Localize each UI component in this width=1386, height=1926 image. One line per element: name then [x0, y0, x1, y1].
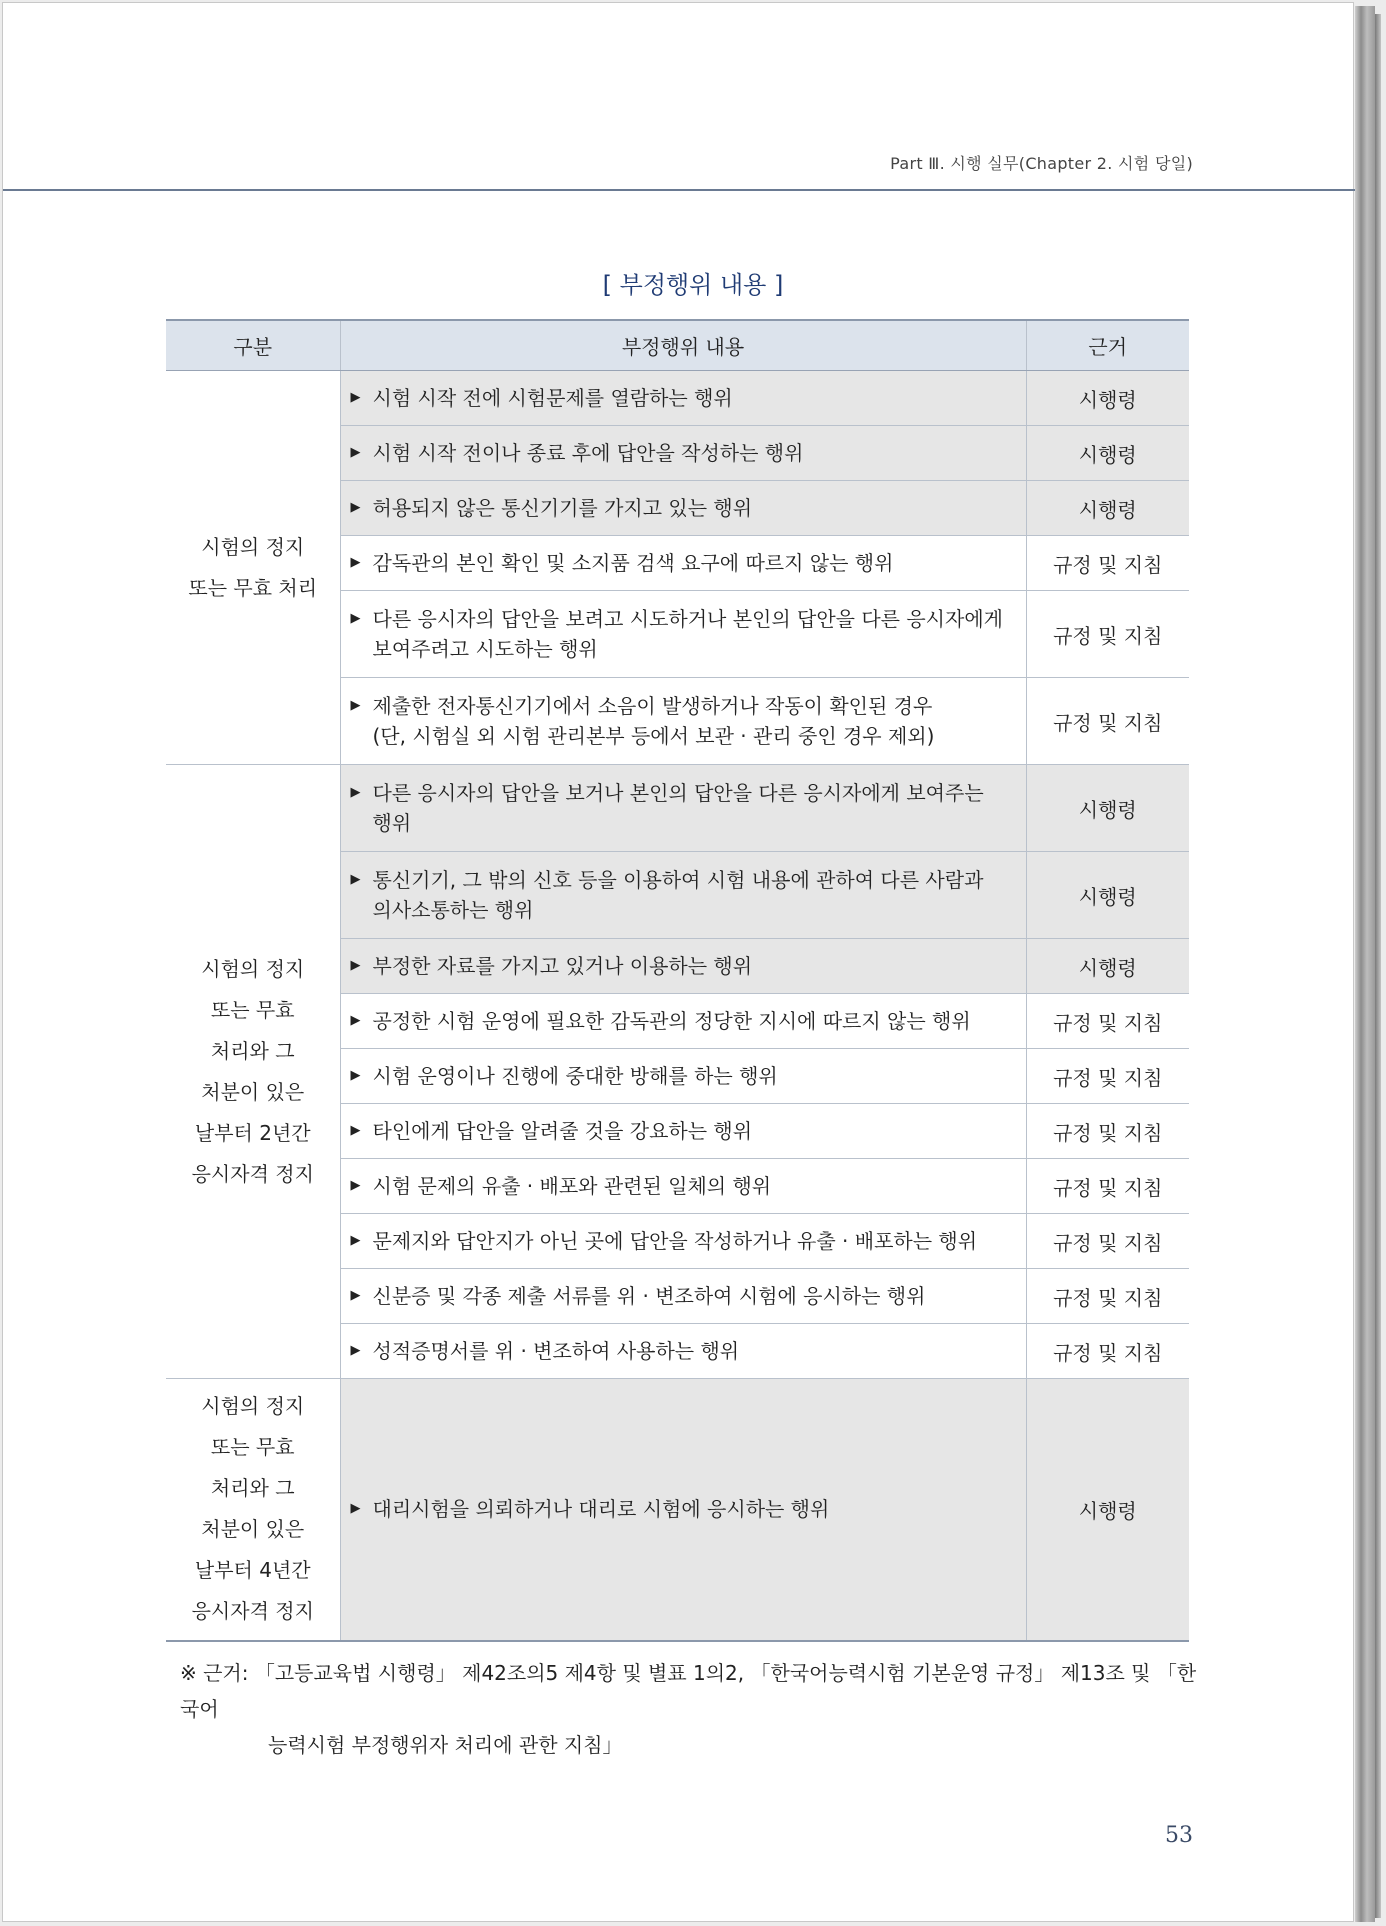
- category-cell: [166, 765, 340, 1379]
- violation-cell: [340, 852, 1026, 939]
- category-line: 시험의 정지: [201, 956, 305, 981]
- basis-cell: 시행령: [1026, 426, 1189, 481]
- bullet-triangle-icon: ▶: [350, 500, 361, 515]
- violation-line: 행위: [372, 811, 412, 835]
- bullet-triangle-icon: ▶: [350, 785, 361, 800]
- bullet-triangle-icon: ▶: [350, 1343, 361, 1358]
- category-cell: [166, 371, 340, 765]
- bullet-triangle-icon: ▶: [350, 1068, 361, 1083]
- category-line: 또는 무효 처리: [188, 575, 318, 600]
- violation-line: 다른 응시자의 답안을 보려고 시도하거나 본인의 답안을 다른 응시자에게: [372, 607, 1003, 631]
- category-line: 응시자격 정지: [191, 1161, 314, 1186]
- violations-table: [166, 319, 1189, 1642]
- header-content: 부정행위 내용: [340, 320, 1026, 371]
- violation-cell: [340, 678, 1026, 765]
- basis-cell: 규정 및 지침: [1026, 1324, 1189, 1379]
- bullet-triangle-icon: ▶: [350, 390, 361, 405]
- table-row: [166, 765, 1189, 852]
- violation-line: 타인에게 답안을 알려줄 것을 강요하는 행위: [372, 1119, 753, 1143]
- bullet-triangle-icon: ▶: [350, 1123, 361, 1138]
- violation-line: (단, 시험실 외 시험 관리본부 등에서 보관 · 관리 중인 경우 제외): [372, 724, 935, 748]
- violation-text: [373, 1006, 1016, 1036]
- violation-cell: [340, 1269, 1026, 1324]
- violation-line: 제출한 전자통신기기에서 소음이 발생하거나 작동이 확인된 경우: [372, 694, 933, 718]
- basis-cell: 시행령: [1026, 852, 1189, 939]
- basis-cell: 규정 및 지침: [1026, 1269, 1189, 1324]
- violation-cell: [340, 1214, 1026, 1269]
- violation-text: [373, 1061, 1016, 1091]
- violation-line: 신분증 및 각종 제출 서류를 위 · 변조하여 시험에 응시하는 행위: [372, 1284, 926, 1308]
- basis-cell: 규정 및 지침: [1026, 994, 1189, 1049]
- table-title: [ 부정행위 내용 ]: [602, 271, 784, 299]
- running-head: Part Ⅲ. 시행 실무(Chapter 2. 시험 당일): [890, 154, 1193, 173]
- violation-cell: [340, 994, 1026, 1049]
- violation-line: 공정한 시험 운영에 필요한 감독관의 정당한 지시에 따르지 않는 행위: [372, 1009, 971, 1033]
- violation-cell: [340, 1324, 1026, 1379]
- violation-text: [373, 548, 1016, 578]
- category-line: 또는 무효: [210, 1435, 295, 1460]
- bullet-triangle-icon: ▶: [350, 1501, 361, 1517]
- bullet-triangle-icon: ▶: [350, 1288, 361, 1303]
- basis-cell: 규정 및 지침: [1026, 536, 1189, 591]
- violation-cell: [340, 536, 1026, 591]
- category-line: 처리와 그: [210, 1038, 295, 1063]
- violation-line: 다른 응시자의 답안을 보거나 본인의 답안을 다른 응시자에게 보여주는: [372, 781, 984, 805]
- violation-text: [373, 383, 1016, 413]
- violation-cell: [340, 591, 1026, 678]
- bullet-triangle-icon: ▶: [350, 1013, 361, 1028]
- violation-text: [373, 1494, 1016, 1524]
- bullet-triangle-icon: ▶: [350, 698, 361, 713]
- category-line: 처분이 있은: [201, 1079, 305, 1104]
- basis-cell: 시행령: [1026, 1379, 1189, 1641]
- violation-cell: [340, 371, 1026, 426]
- violation-line: 부정한 자료를 가지고 있거나 이용하는 행위: [372, 954, 753, 978]
- violation-line: 허용되지 않은 통신기기를 가지고 있는 행위: [372, 496, 753, 520]
- bullet-triangle-icon: ▶: [350, 445, 361, 460]
- violation-cell: [340, 765, 1026, 852]
- category-cell: [166, 1379, 340, 1641]
- violation-text: [373, 604, 1016, 664]
- category-line: 응시자격 정지: [191, 1599, 314, 1624]
- violation-cell: [340, 426, 1026, 481]
- violation-text: [373, 493, 1016, 523]
- violation-line: 시험 운영이나 진행에 중대한 방해를 하는 행위: [372, 1064, 778, 1088]
- basis-cell: 시행령: [1026, 765, 1189, 852]
- category-line: 시험의 정지: [201, 1394, 305, 1419]
- category-line: 또는 무효: [210, 997, 295, 1022]
- basis-cell: 규정 및 지침: [1026, 678, 1189, 765]
- bullet-triangle-icon: ▶: [350, 611, 361, 626]
- category-line: 날부터 4년간: [194, 1558, 311, 1583]
- bullet-triangle-icon: ▶: [350, 1233, 361, 1248]
- violation-line: 시험 시작 전이나 종료 후에 답안을 작성하는 행위: [372, 441, 804, 465]
- violation-cell: [340, 481, 1026, 536]
- footnote-line-1: ※ 근거: 「고등교육법 시행령」 제42조의5 제4항 및 별표 1의2, 「한국어능력시험 기본운영 규정」 제13조 및 「한국어: [180, 1661, 1197, 1721]
- basis-cell: 규정 및 지침: [1026, 1214, 1189, 1269]
- basis-cell: 시행령: [1026, 481, 1189, 536]
- violation-cell: [340, 939, 1026, 994]
- violation-text: [373, 1336, 1016, 1366]
- violation-line: 문제지와 답안지가 아닌 곳에 답안을 작성하거나 유출 · 배포하는 행위: [372, 1229, 978, 1253]
- violation-text: [373, 1116, 1016, 1146]
- basis-cell: 규정 및 지침: [1026, 1159, 1189, 1214]
- violation-text: [373, 1226, 1016, 1256]
- header-basis: 근거: [1026, 320, 1189, 371]
- violation-text: [373, 778, 1016, 838]
- footnote: [180, 1655, 1200, 1763]
- violation-cell: [340, 1104, 1026, 1159]
- violation-text: [373, 951, 1016, 981]
- category-line: 시험의 정지: [201, 534, 305, 559]
- bullet-triangle-icon: ▶: [350, 958, 361, 973]
- violation-line: 통신기기, 그 밖의 신호 등을 이용하여 시험 내용에 관하여 다른 사람과: [372, 868, 984, 892]
- violation-text: [373, 1171, 1016, 1201]
- violation-text: [373, 691, 1016, 751]
- violation-cell: [340, 1159, 1026, 1214]
- table-row: [166, 371, 1189, 426]
- basis-cell: 규정 및 지침: [1026, 1104, 1189, 1159]
- violation-line: 시험 문제의 유출 · 배포와 관련된 일체의 행위: [372, 1174, 772, 1198]
- basis-cell: 시행령: [1026, 939, 1189, 994]
- violation-line: 시험 시작 전에 시험문제를 열람하는 행위: [372, 386, 733, 410]
- basis-cell: 시행령: [1026, 371, 1189, 426]
- category-line: 처분이 있은: [201, 1517, 305, 1542]
- page-number: 53: [1165, 1823, 1193, 1848]
- violation-text: [373, 865, 1016, 925]
- violation-text: [373, 1281, 1016, 1311]
- category-line: 날부터 2년간: [194, 1120, 311, 1145]
- violation-line: 대리시험을 의뢰하거나 대리로 시험에 응시하는 행위: [372, 1497, 830, 1522]
- basis-cell: 규정 및 지침: [1026, 591, 1189, 678]
- violation-line: 보여주려고 시도하는 행위: [372, 637, 598, 661]
- bullet-triangle-icon: ▶: [350, 872, 361, 887]
- violation-text: [373, 438, 1016, 468]
- footnote-line-2: 능력시험 부정행위자 처리에 관한 지침」: [268, 1733, 623, 1757]
- violation-line: 성적증명서를 위 · 변조하여 사용하는 행위: [372, 1339, 740, 1363]
- violation-cell: [340, 1379, 1026, 1641]
- violation-cell: [340, 1049, 1026, 1104]
- violation-line: 의사소통하는 행위: [372, 898, 534, 922]
- category-line: 처리와 그: [210, 1476, 295, 1501]
- violation-line: 감독관의 본인 확인 및 소지품 검색 요구에 따르지 않는 행위: [372, 551, 894, 575]
- bullet-triangle-icon: ▶: [350, 1178, 361, 1193]
- bullet-triangle-icon: ▶: [350, 555, 361, 570]
- table-header-row: [166, 320, 1189, 371]
- header-category: 구분: [166, 320, 340, 371]
- table-row: [166, 1379, 1189, 1641]
- basis-cell: 규정 및 지침: [1026, 1049, 1189, 1104]
- header-rule: [3, 189, 1355, 191]
